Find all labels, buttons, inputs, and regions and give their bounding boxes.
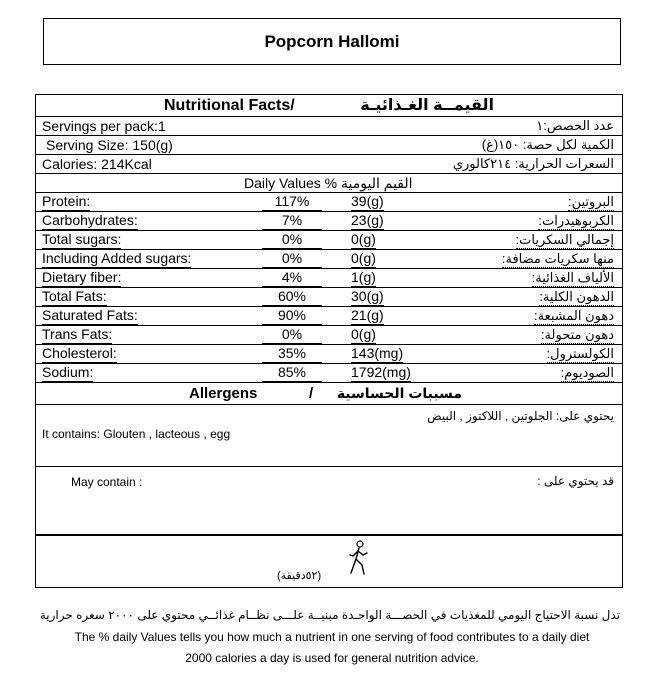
daily-values-row xyxy=(36,174,622,193)
footer-note-ar: تدل نسبة الاحتياج اليومي للمغذيات في الحصـــة الواحـدة مبنيــة علـــى نظــام غذائــي محتوي على ٢٠٠٠ سعره حرارية xyxy=(39,608,620,622)
nutrient-rows xyxy=(36,193,622,383)
footer-note-en-line2: 2000 calories a day is used for general nutrition advice. xyxy=(185,651,479,665)
nutrient-name-ar: إجمالي السكريات: xyxy=(515,232,614,247)
nutrient-quantity: 1(g) xyxy=(351,269,376,285)
servings-per-pack-ar: عدد الحصص:١ xyxy=(536,118,614,133)
allergens-label-en: Allergens xyxy=(189,385,258,402)
nutrient-name-ar: منها سكريات مضافة: xyxy=(501,251,614,266)
nutrient-row xyxy=(36,212,622,231)
may-contain-ar: قد يحتوي على : xyxy=(537,474,614,488)
nutrient-quantity: 1792(mg) xyxy=(351,364,411,380)
calories-en: Calories: 214Kcal xyxy=(42,156,152,172)
nutrient-name-en: Sodium: xyxy=(42,364,94,380)
may-contain-box xyxy=(36,467,622,535)
nutrient-row xyxy=(36,193,622,212)
nutrient-name-ar: الألياف الغذائية: xyxy=(531,270,614,285)
nutrient-quantity: 143(mg) xyxy=(351,345,404,361)
nutrient-row xyxy=(36,269,622,288)
nutrient-name-en: Dietary fiber: xyxy=(42,269,122,285)
contains-en: It contains: Glouten , lacteous , egg xyxy=(42,427,231,441)
nutrient-name-en: Protein: xyxy=(42,193,91,209)
nutrient-quantity: 21(g) xyxy=(351,307,384,323)
nutrient-daily-percent: 35% xyxy=(262,345,322,363)
nutrient-quantity: 0(g) xyxy=(351,231,376,247)
nutrient-row xyxy=(36,288,622,307)
product-title: Popcorn Hallomi xyxy=(264,31,400,51)
nutrient-name-ar: الدهون الكلية: xyxy=(539,289,614,304)
nutrient-name-ar: الصوديوم: xyxy=(560,365,614,380)
walking-person-icon xyxy=(346,540,370,576)
nutrient-name-ar: دهون المشبعة: xyxy=(534,308,614,323)
nutrient-quantity: 0(g) xyxy=(351,250,376,266)
nutrient-daily-percent: 0% xyxy=(262,326,322,344)
calories-row xyxy=(36,155,622,174)
nutrient-name-en: Trans Fats: xyxy=(42,326,113,342)
allergens-header-row xyxy=(36,383,622,405)
facts-header-row xyxy=(36,95,622,117)
nutrient-daily-percent: 0% xyxy=(262,250,322,268)
nutrient-name-ar: البروتين: xyxy=(568,194,614,209)
nutrient-row xyxy=(36,326,622,345)
servings-per-pack-en: Servings per pack:1 xyxy=(42,118,166,134)
nutrient-row xyxy=(36,307,622,326)
calories-ar: السعرات الحرارية: ٢١٤كالوري xyxy=(452,156,614,171)
contains-box xyxy=(36,405,622,467)
nutrient-name-en: Total sugars: xyxy=(42,231,122,247)
nutrient-row xyxy=(36,364,622,383)
facts-header-ar: القيمــة الغـذائيـة xyxy=(360,97,494,114)
nutrient-daily-percent: 4% xyxy=(262,269,322,287)
daily-values-label: Daily Values % القيم اليومية xyxy=(244,175,413,191)
serving-size-en: Serving Size: 150(g) xyxy=(46,137,173,153)
nutrient-name-ar: دهون متحولة: xyxy=(540,327,614,342)
nutrient-daily-percent: 60% xyxy=(262,288,322,306)
activity-box xyxy=(35,535,623,588)
footer-note-en-line1: The % daily Values tells you how much a nutrient in one serving of food contributes to a daily diet xyxy=(74,630,590,644)
activity-duration: (٥٢دقيقة) xyxy=(277,570,322,582)
nutrient-quantity: 39(g) xyxy=(351,193,384,209)
nutrient-daily-percent: 7% xyxy=(262,212,322,230)
nutrient-row xyxy=(36,345,622,364)
nutrient-row xyxy=(36,231,622,250)
nutrient-row xyxy=(36,250,622,269)
nutrient-daily-percent: 90% xyxy=(262,307,322,325)
nutrient-name-en: Including Added sugars: xyxy=(42,250,192,266)
nutrient-quantity: 0(g) xyxy=(351,326,376,342)
servings-per-pack-row xyxy=(36,117,622,136)
nutrient-name-en: Cholesterol: xyxy=(42,345,117,361)
nutrient-daily-percent: 0% xyxy=(262,231,322,249)
serving-size-ar: الكمية لكل حصة: ١٥٠(غ) xyxy=(481,137,614,152)
may-contain-en: May contain : xyxy=(71,475,143,489)
nutrient-name-ar: الكولسترول: xyxy=(546,346,614,361)
allergens-label-ar: مسببات الحساسية xyxy=(336,385,462,401)
nutrient-daily-percent: 117% xyxy=(262,193,322,211)
product-title-box xyxy=(43,18,621,65)
nutrient-name-ar: الكربوهيدرات: xyxy=(538,213,614,228)
contains-ar: يحتوي على: الجلوتين , اللاكتوز , البيض xyxy=(427,409,614,423)
nutrient-name-en: Total Fats: xyxy=(42,288,107,304)
nutrition-facts-table xyxy=(35,94,623,588)
facts-header-en: Nutritional Facts/ xyxy=(164,97,295,114)
nutrient-quantity: 30(g) xyxy=(351,288,384,304)
nutrient-daily-percent: 85% xyxy=(262,364,322,382)
nutrient-quantity: 23(g) xyxy=(351,212,384,228)
allergens-slash: / xyxy=(309,385,314,402)
nutrient-name-en: Saturated Fats: xyxy=(42,307,138,323)
serving-size-row xyxy=(36,136,622,155)
nutrient-name-en: Carbohydrates: xyxy=(42,212,138,228)
